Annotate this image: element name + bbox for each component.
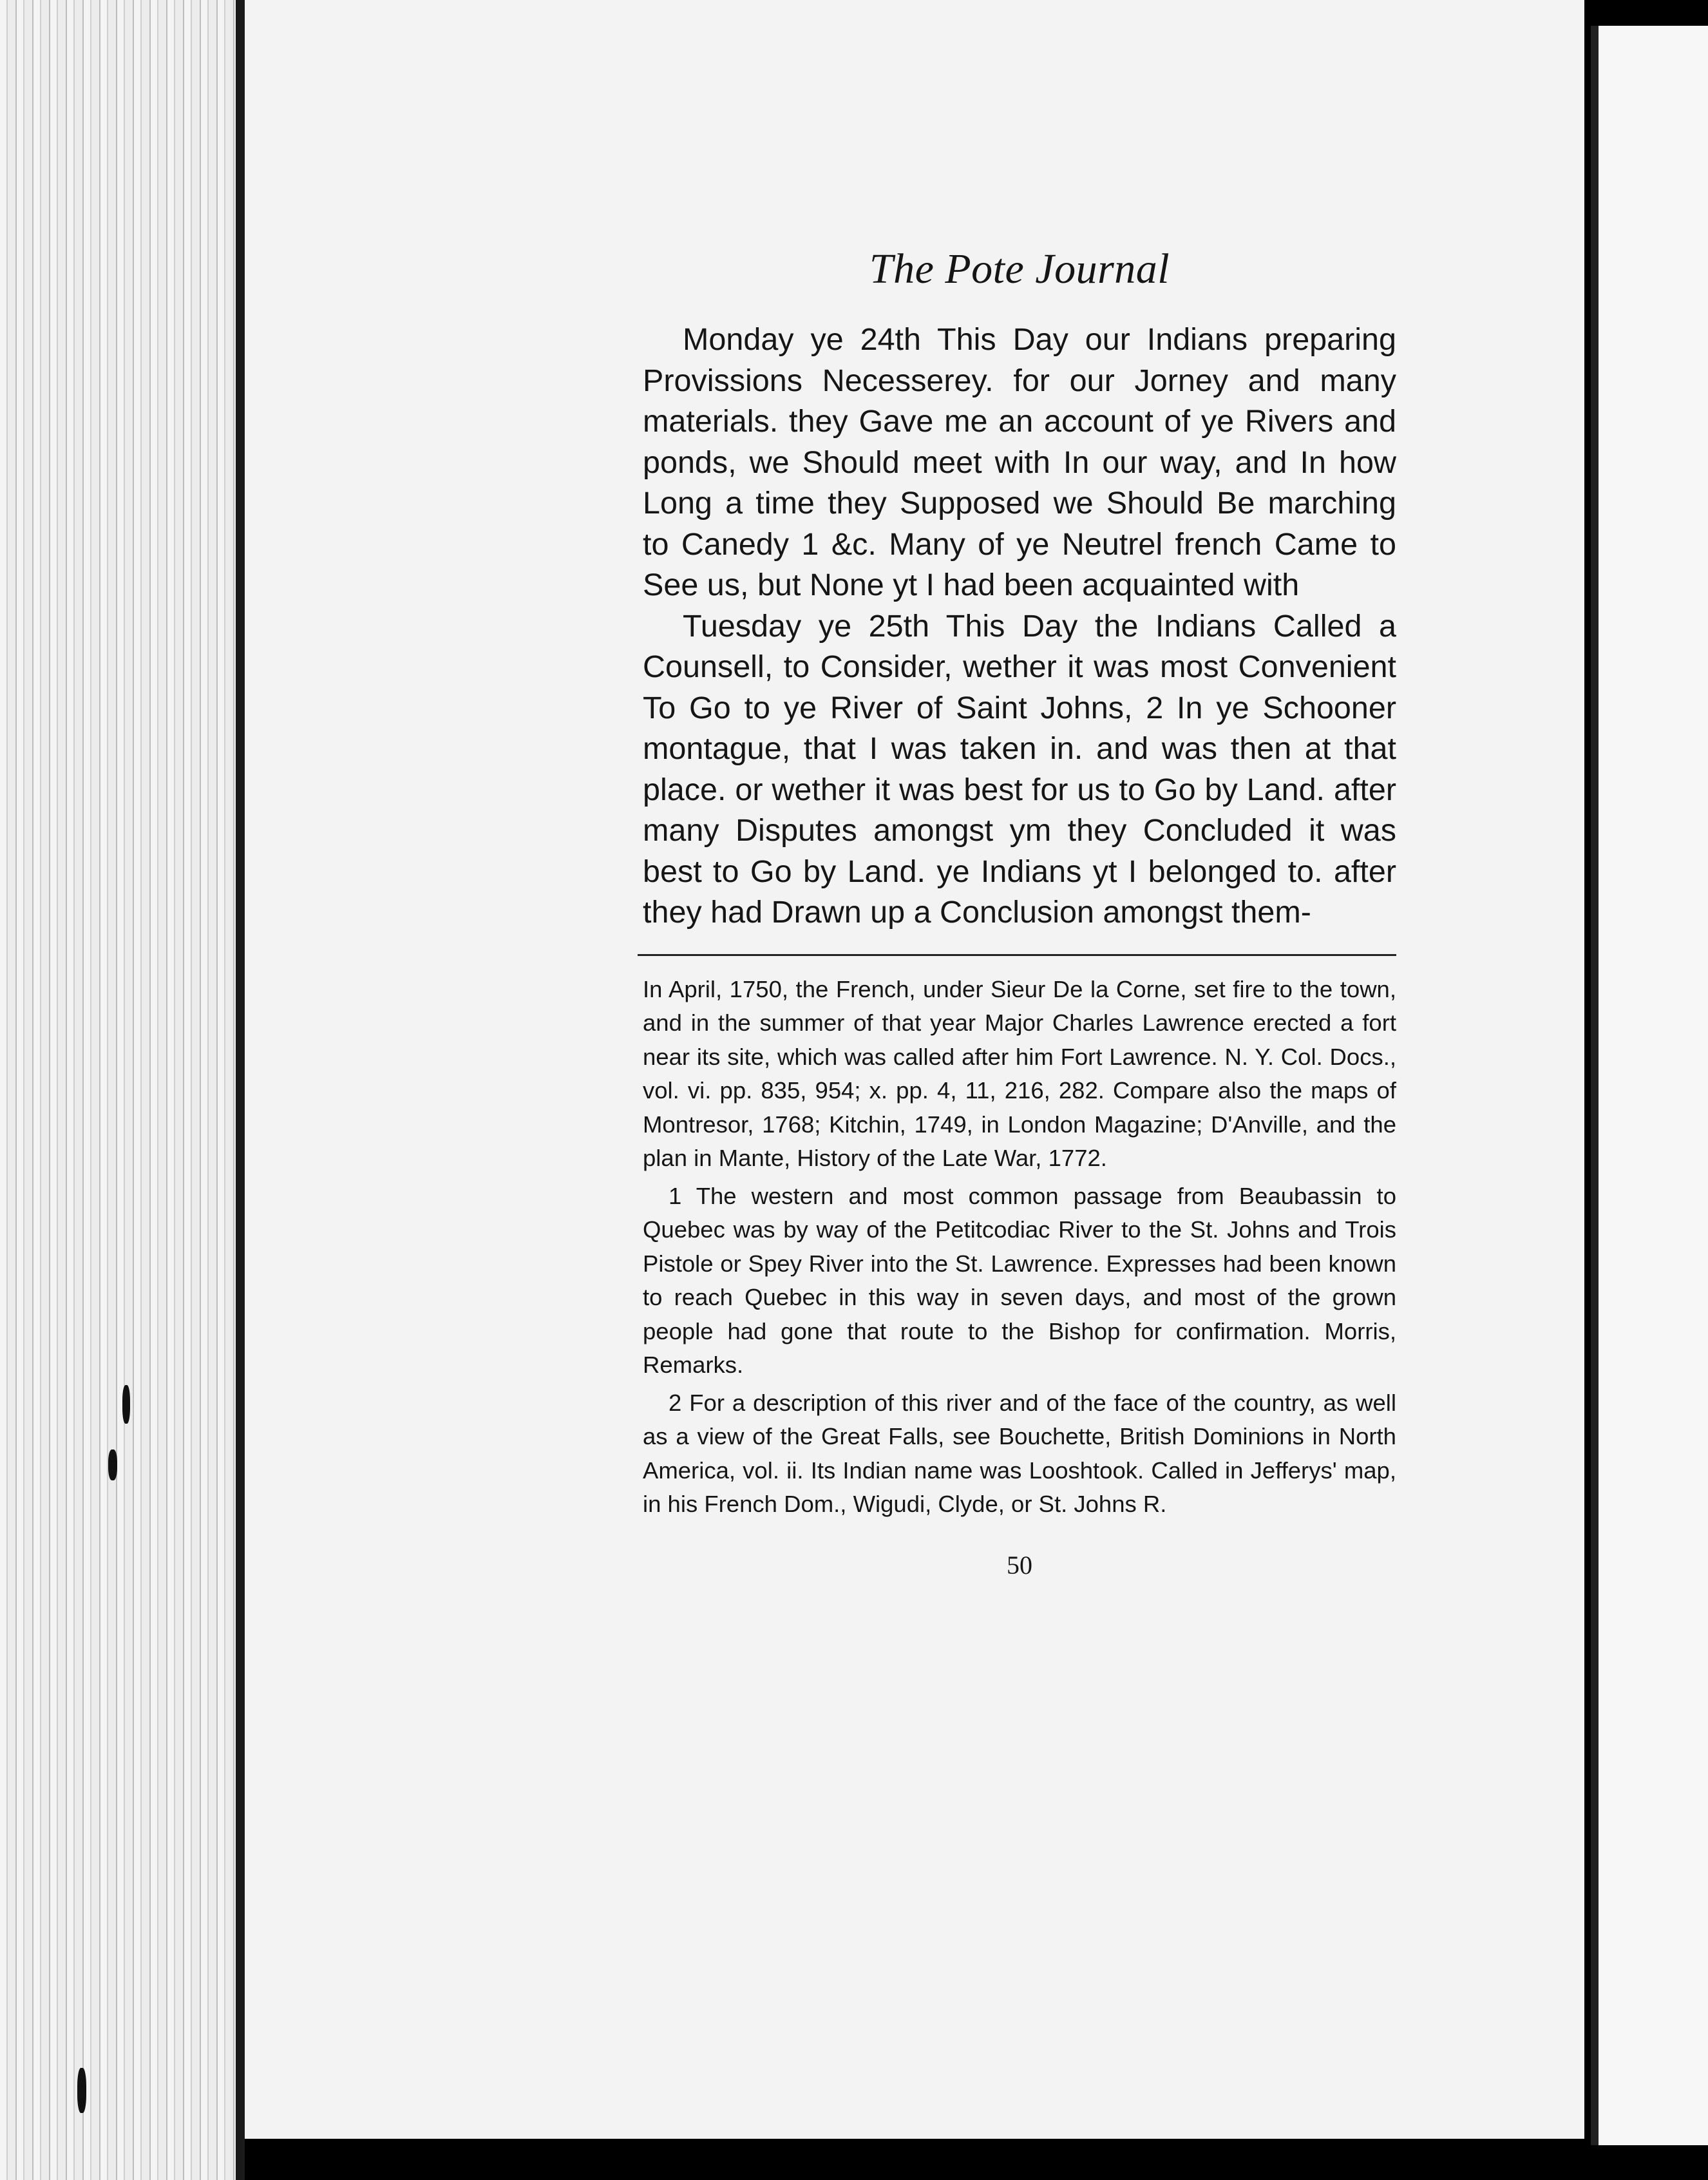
running-head: The Pote Journal (869, 245, 1170, 292)
journal-text (643, 320, 1396, 933)
footnote-rule (638, 954, 1396, 956)
footnote-2: 2 For a description of this river and of the face of the country, as well as a view of the Great Falls, see Bouchette, British Dominions in North America, vol. ii. Its Indian name was Looshtook. Called in Jefferys' map, in his French Dom., Wigudi, Clyde, or St. Johns R. (643, 1389, 1396, 1517)
page-content (643, 245, 1396, 1580)
footnote-1: 1 The western and most common passage from Beaubassin to Quebec was by way of the Petitcodiac River to the St. Johns and Trois Pistole or Spey River into the St. Lawrence. Expresses had been known to reach Quebec in this way in seven days, and most of the grown people had gone that route to the Bishop for confirmation. Morris, Remarks. (643, 1182, 1396, 1378)
footnote-continued: In April, 1750, the French, under Sieur De la Corne, set fire to the town, and in the summer of that year Major Charles Lawrence erected a fort near its site, which was called after him Fort Lawrence. N. Y. Col. Docs., vol. vi. pp. 835, 954; x. pp. 4, 11, 216, 282. Compare also the maps of Montresor, 1768; Kitchin, 1749, in London Magazine; D'Anville, and the plan in Mante, History of the Late War, 1772. (643, 975, 1396, 1171)
journal-entry-monday: Monday ye 24th This Day our Indians preparing Provissions Necesserey. for our Jorney and many materials. they Gave me an account of ye Rivers and ponds, we Should meet with In our way, and In how Long a time they Supposed we Should Be marching to Canedy 1 &c. Many of ye Neutrel french Came to See us, but None yt I had been acquainted with (643, 322, 1396, 602)
page-number: 50 (1007, 1550, 1032, 1580)
footnotes (643, 973, 1396, 1522)
facing-page (1591, 26, 1708, 2145)
ink-speck (122, 1385, 130, 1424)
ink-speck (77, 2068, 86, 2113)
page-edges (0, 0, 245, 2180)
ink-speck (108, 1449, 117, 1480)
journal-entry-tuesday: Tuesday ye 25th This Day the Indians Called a Counsell, to Consider, wether it was most Convenient To Go to ye River of Saint Johns, 2 In ye Schooner montague, that I was taken in. and was then at that place. or wether it was best for us to Go by Land. after many Disputes amongst ym they Concluded it was best to Go by Land. ye Indians yt I belonged to. after they had Drawn up a Conclusion amongst them- (643, 608, 1396, 930)
